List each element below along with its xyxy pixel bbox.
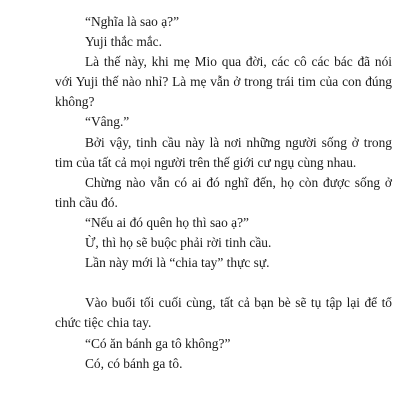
- paragraph: Vào buổi tối cuối cùng, tất cả bạn bè sẽ tụ tập lại để tổ chức tiệc chia tay.: [55, 295, 392, 331]
- paragraph: “Nghĩa là sao ạ?”: [85, 14, 180, 29]
- paragraph: Bởi vậy, tinh cầu này là nơi những người sống ở trong tim của tất cả mọi người trên thế giới cư ngụ cùng nhau.: [55, 134, 392, 170]
- paragraph: Lần này mới là “chia tay” thực sự.: [85, 255, 270, 271]
- page-text: [55, 12, 392, 374]
- section-break: [55, 273, 392, 293]
- paragraph: Ừ, thì họ sẽ buộc phải rời tinh cầu.: [85, 235, 272, 251]
- paragraph: Yuji thắc mắc.: [85, 34, 162, 50]
- paragraph: Là thế này, khi mẹ Mio qua đời, các cô các bác đã nói với Yuji thế nào nhỉ? Là mẹ vẫn ở trong trái tim của con đúng không?: [55, 54, 392, 110]
- paragraph: Có, có bánh ga tô.: [85, 355, 183, 371]
- paragraph: “Vâng.”: [85, 114, 130, 130]
- paragraph: Chừng nào vẫn có ai đó nghĩ đến, họ còn được sống ở tinh cầu đó.: [55, 174, 392, 210]
- paragraph: “Nếu ai đó quên họ thì sao ạ?”: [85, 214, 249, 230]
- paragraph: “Có ăn bánh ga tô không?”: [85, 335, 231, 351]
